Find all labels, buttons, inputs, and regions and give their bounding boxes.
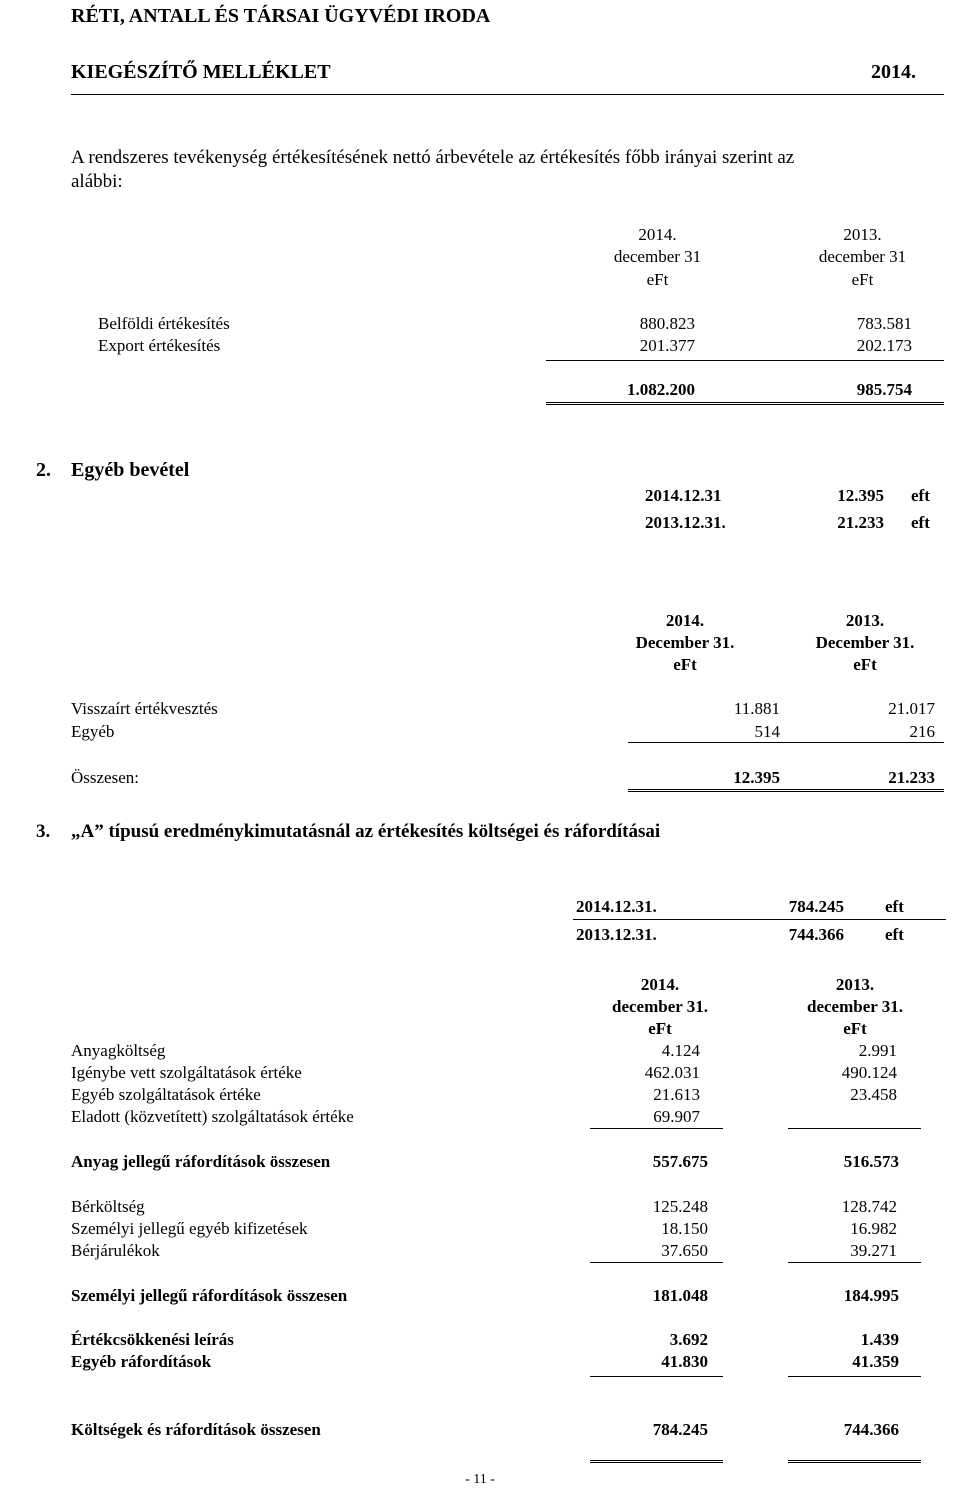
page-number: - 11 - — [465, 1472, 495, 1487]
summary-date: 2013.12.31. — [576, 925, 657, 944]
cost-row-2014: 462.031 — [644, 1063, 700, 1082]
cost-row-2013: 16.982 — [850, 1219, 897, 1238]
cost-b-rule-2014 — [590, 1262, 723, 1263]
cost-row-label: Értékcsökkenési leírás — [71, 1330, 234, 1349]
cost-row-label: Személyi jellegű egyéb kifizetések — [71, 1219, 308, 1238]
cost-grand-total-2014: 784.245 — [652, 1420, 708, 1439]
sales-total-rule — [546, 402, 944, 405]
cost-col-2014-year: 2014. — [640, 975, 680, 994]
summary-unit: eft — [885, 897, 904, 916]
cost-c-rule-2013 — [788, 1376, 921, 1377]
sales-subtotal-rule — [546, 360, 944, 361]
income-row-label: Egyéb — [71, 722, 115, 741]
summary-date: 2014.12.31 — [645, 486, 722, 505]
sales-row-label: Export értékesítés — [98, 336, 221, 355]
sales-col-2014-date: december 31 — [613, 247, 702, 266]
cost-grand-total-2013: 744.366 — [843, 1420, 899, 1439]
income-row-label: Visszaírt értékvesztés — [71, 699, 218, 718]
cost-subtotal-label: Anyag jellegű ráfordítások összesen — [71, 1152, 331, 1171]
summary-unit: eft — [911, 513, 930, 532]
cost-a-rule-2013 — [788, 1128, 921, 1129]
cost-row-2014: 69.907 — [653, 1107, 700, 1126]
cost-col-2013-unit: eFt — [843, 1019, 867, 1038]
cost-row-2013: 128.742 — [841, 1197, 897, 1216]
cost-subtotal-label: Személyi jellegű ráfordítások összesen — [71, 1286, 348, 1305]
intro-line-1: A rendszeres tevékenység értékesítésének nettó árbevétele az értékesítés főbb irányai szerint az — [71, 147, 795, 168]
summary-date: 2014.12.31. — [576, 897, 657, 916]
cost-a-rule-2014 — [590, 1128, 723, 1129]
income-row-2013: 216 — [909, 722, 935, 741]
cost-row-2013: 41.359 — [852, 1352, 899, 1371]
sales-row-2013: 202.173 — [856, 336, 912, 355]
cost-row-2013: 1.439 — [860, 1330, 899, 1349]
sales-col-2014-unit: eFt — [646, 270, 669, 289]
cost-col-2013-date: december 31. — [807, 997, 903, 1016]
cost-row-2013: 39.271 — [850, 1241, 897, 1260]
section-3-number: 3. — [36, 821, 51, 842]
cost-grand-total-label: Költségek és ráfordítások összesen — [71, 1420, 321, 1439]
sales-total-2014: 1.082.200 — [627, 380, 695, 399]
cost-row-2014: 125.248 — [652, 1197, 708, 1216]
cost-row-label: Igénybe vett szolgáltatások értéke — [71, 1063, 302, 1082]
intro-line-2: alábbi: — [71, 171, 123, 192]
cost-col-2014-unit: eFt — [648, 1019, 672, 1038]
cost-grand-rule-2014 — [590, 1460, 723, 1463]
summary-unit: eft — [911, 486, 930, 505]
summary-unit: eft — [885, 925, 904, 944]
income-col-2013-unit: eFt — [853, 655, 877, 674]
sales-row-2014: 201.377 — [639, 336, 695, 355]
section-2-title: Egyéb bevétel — [71, 459, 190, 481]
sales-row-2013: 783.581 — [856, 314, 912, 333]
cost-subtotal-2014: 181.048 — [652, 1286, 708, 1305]
cost-row-2014: 21.613 — [653, 1085, 700, 1104]
cost-row-label: Egyéb ráfordítások — [71, 1352, 212, 1371]
cost-row-2013: 490.124 — [841, 1063, 897, 1082]
cost-col-2013-year: 2013. — [835, 975, 875, 994]
income-total-2013: 21.233 — [888, 768, 935, 787]
income-row-2014: 514 — [754, 722, 780, 741]
cost-row-2014: 3.692 — [669, 1330, 708, 1349]
summary-date: 2013.12.31. — [645, 513, 726, 532]
income-subtotal-rule — [628, 742, 944, 743]
income-total-label: Összesen: — [71, 768, 139, 787]
income-row-2013: 21.017 — [888, 699, 935, 718]
sales-col-2013-year: 2013. — [843, 225, 882, 244]
section-3-title: „A” típusú eredménykimutatásnál az értékesítés költségei és ráfordításai — [71, 821, 661, 842]
sales-col-2013-unit: eFt — [851, 270, 874, 289]
cost-row-2014: 41.830 — [661, 1352, 708, 1371]
income-col-2013-year: 2013. — [845, 611, 885, 630]
income-col-2014-year: 2014. — [665, 611, 705, 630]
header-rule — [71, 94, 944, 95]
cost-subtotal-2013: 184.995 — [843, 1286, 899, 1305]
summary-value: 21.233 — [837, 513, 884, 532]
section-2-number: 2. — [36, 459, 51, 481]
cost-col-2014-date: december 31. — [612, 997, 708, 1016]
document-title: KIEGÉSZÍTŐ MELLÉKLET — [71, 61, 331, 83]
cost-row-2014: 18.150 — [661, 1219, 708, 1238]
cost-c-rule-2014 — [590, 1376, 723, 1377]
cost-row-label: Bérjárulékok — [71, 1241, 160, 1260]
cost-subtotal-2013: 516.573 — [843, 1152, 899, 1171]
sales-col-2013-date: december 31 — [818, 247, 907, 266]
cost-row-2013: 23.458 — [850, 1085, 897, 1104]
cost-row-2013: 2.991 — [858, 1041, 897, 1060]
cost-grand-rule-2013 — [788, 1460, 921, 1463]
income-col-2014-unit: eFt — [673, 655, 697, 674]
income-col-2014-date: December 31. — [635, 633, 735, 652]
summary-value: 744.366 — [788, 925, 844, 944]
firm-name: RÉTI, ANTALL ÉS TÁRSAI ÜGYVÉDI IRODA — [71, 5, 491, 27]
summary-value: 12.395 — [837, 486, 884, 505]
sales-row-2014: 880.823 — [639, 314, 695, 333]
document-year: 2014. — [871, 61, 916, 83]
cost-subtotal-2014: 557.675 — [652, 1152, 708, 1171]
summary-rule — [573, 919, 946, 920]
income-row-2014: 11.881 — [733, 699, 780, 718]
cost-row-2014: 37.650 — [661, 1241, 708, 1260]
cost-b-rule-2013 — [788, 1262, 921, 1263]
sales-row-label: Belföldi értékesítés — [98, 314, 230, 333]
cost-row-label: Eladott (közvetített) szolgáltatások értéke — [71, 1107, 354, 1126]
sales-total-2013: 985.754 — [856, 380, 912, 399]
cost-row-label: Bérköltség — [71, 1197, 145, 1216]
cost-row-label: Egyéb szolgáltatások értéke — [71, 1085, 261, 1104]
sales-col-2014-year: 2014. — [638, 225, 677, 244]
income-total-2014: 12.395 — [733, 768, 780, 787]
cost-row-2014: 4.124 — [661, 1041, 700, 1060]
income-col-2013-date: December 31. — [815, 633, 915, 652]
income-total-rule — [628, 789, 944, 792]
cost-row-label: Anyagköltség — [71, 1041, 166, 1060]
summary-value: 784.245 — [788, 897, 844, 916]
